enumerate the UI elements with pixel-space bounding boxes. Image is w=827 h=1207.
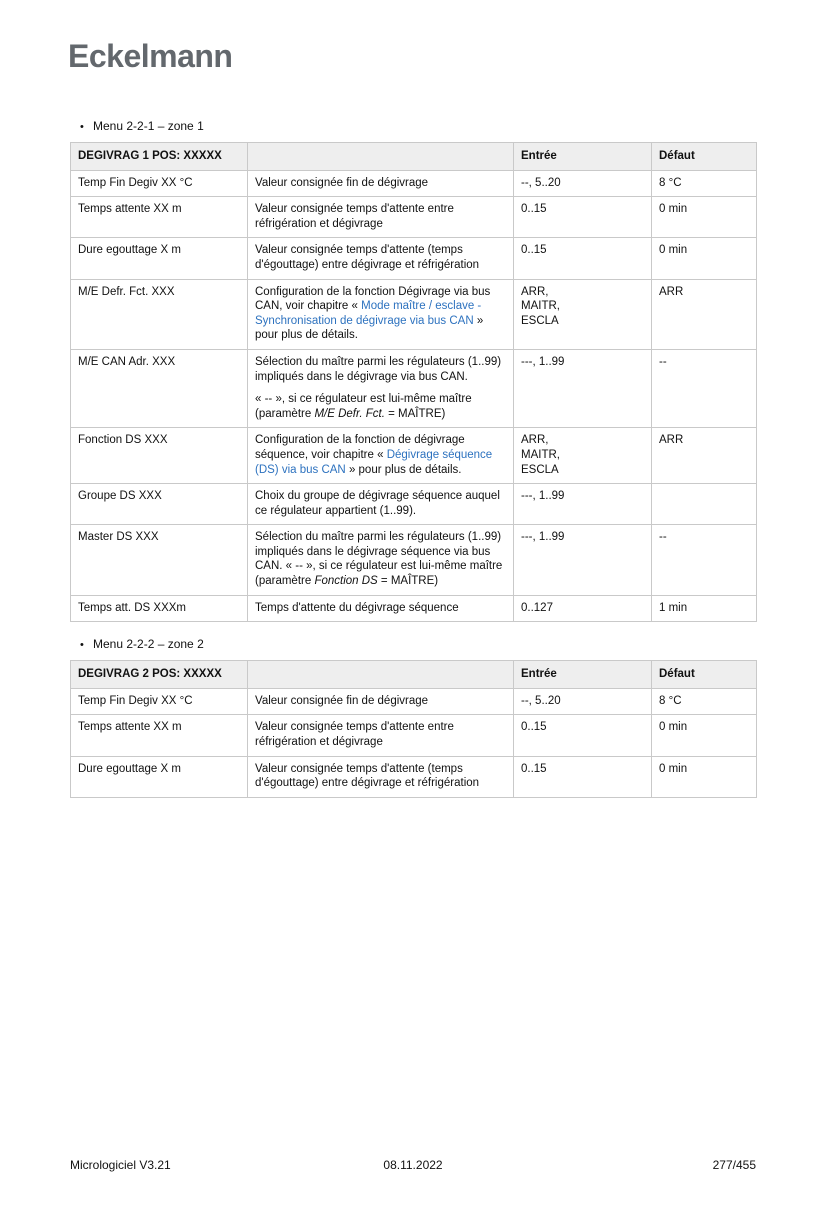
description-text: = MAÎTRE) — [384, 407, 446, 420]
description-cell — [248, 484, 514, 525]
entree-cell: ARR, MAITR, ESCLA — [514, 279, 652, 349]
document-page — [0, 38, 827, 798]
page-footer — [70, 1158, 756, 1172]
defaut-cell: ARR — [652, 279, 757, 349]
entree-cell: 0..127 — [514, 595, 652, 622]
chapter-link[interactable]: Dégivrage séquence (DS) via bus CAN — [255, 448, 493, 476]
param-cell: Fonction DS XXX — [71, 428, 248, 484]
menu-bullet-item — [80, 119, 756, 133]
header-defaut-cell: Défaut — [652, 143, 757, 171]
description-text: » pour plus de détails. — [345, 463, 462, 476]
menu-bullet-label: Menu 2-2-1 – zone 1 — [93, 119, 204, 133]
footer-firmware-version: Micrologiciel V3.21 — [70, 1158, 171, 1172]
parameter-table-zone1 — [70, 142, 757, 622]
param-cell: Master DS XXX — [71, 525, 248, 595]
entree-cell: ARR, MAITR, ESCLA — [514, 428, 652, 484]
table-header-row — [71, 661, 757, 689]
defaut-cell: ARR — [652, 428, 757, 484]
table-row — [71, 484, 757, 525]
description-text: Choix du groupe de dégivrage séquence auquel ce régulateur appartient (1..99). — [255, 490, 500, 517]
param-cell: M/E Defr. Fct. XXX — [71, 279, 248, 349]
description-text: Valeur consignée temps d'attente (temps d'égouttage) entre dégivrage et réfrigération — [255, 762, 480, 790]
entree-cell: --, 5..20 — [514, 688, 652, 715]
param-cell: Temps attente XX m — [71, 197, 248, 238]
entree-cell: 0..15 — [514, 197, 652, 238]
header-entree-cell: Entrée — [514, 143, 652, 171]
header-empty-cell — [248, 661, 514, 689]
entree-cell: ---, 1..99 — [514, 525, 652, 595]
table-row — [71, 170, 757, 197]
table-title-cell: DEGIVRAG 2 POS: XXXXX — [71, 661, 248, 689]
param-cell: M/E CAN Adr. XXX — [71, 349, 248, 427]
table-row — [71, 688, 757, 715]
description-text: Configuration de la fonction de dégivrage séquence, voir chapitre « — [255, 434, 465, 461]
description-text: Sélection du maître parmi les régulateurs (1..99) impliqués dans le dégivrage via bus CAN. — [255, 355, 502, 383]
header-defaut-cell: Défaut — [652, 661, 757, 689]
description-text: Valeur consignée temps d'attente entre réfrigération et dégivrage — [255, 203, 454, 230]
table-row — [71, 428, 757, 484]
parameter-table-zone2 — [70, 660, 757, 798]
param-cell: Dure egouttage X m — [71, 238, 248, 279]
eckelmann-logo: Eckelmann — [68, 38, 233, 74]
defaut-cell: 1 min — [652, 595, 757, 622]
description-text: Configuration de la fonction Dégivrage via bus CAN, voir chapitre « — [255, 285, 491, 313]
entree-cell: 0..15 — [514, 756, 652, 797]
description-cell — [248, 525, 514, 595]
chapter-link[interactable]: Mode maître / esclave - Synchronisation de dégivrage via bus CAN — [255, 300, 482, 327]
table-row — [71, 715, 757, 756]
entree-cell: ---, 1..99 — [514, 484, 652, 525]
bullet-icon: • — [80, 121, 84, 133]
footer-date: 08.11.2022 — [383, 1158, 443, 1172]
defaut-cell: 0 min — [652, 715, 757, 756]
description-cell — [248, 349, 514, 427]
description-text: Sélection du maître parmi les régulateurs (1..99) impliqués dans le dégivrage séquence via bus CAN. « -- », si ce régulateur est lui-même maître (paramètre — [255, 531, 503, 588]
param-cell: Temps att. DS XXXm — [71, 595, 248, 622]
description-text: « -- », si ce régulateur est lui-même maître (paramètre — [255, 393, 472, 420]
description-cell — [248, 197, 514, 238]
table-row — [71, 197, 757, 238]
table-row — [71, 595, 757, 622]
description-text: Valeur consignée temps d'attente (temps d'égouttage) entre dégivrage et réfrigération — [255, 244, 480, 271]
defaut-cell: 8 °C — [652, 170, 757, 197]
param-cell: Groupe DS XXX — [71, 484, 248, 525]
description-cell — [248, 595, 514, 622]
description-cell — [248, 238, 514, 279]
description-text: » pour plus de détails. — [255, 314, 484, 342]
param-cell: Temp Fin Degiv XX °C — [71, 170, 248, 197]
section-menu-2-2-2 — [70, 637, 756, 798]
defaut-cell: 0 min — [652, 197, 757, 238]
param-cell: Temp Fin Degiv XX °C — [71, 688, 248, 715]
header-empty-cell — [248, 143, 514, 171]
table-title-cell: DEGIVRAG 1 POS: XXXXX — [71, 143, 248, 171]
description-text: Temps d'attente du dégivrage séquence — [255, 601, 459, 614]
defaut-cell — [652, 484, 757, 525]
section-menu-2-2-1 — [70, 119, 756, 622]
defaut-cell: 8 °C — [652, 688, 757, 715]
table-row — [71, 238, 757, 279]
param-cell: Dure egouttage X m — [71, 756, 248, 797]
italic-parameter-ref: M/E Defr. Fct. — [314, 407, 385, 420]
defaut-cell: 0 min — [652, 756, 757, 797]
description-cell — [248, 688, 514, 715]
italic-parameter-ref: Fonction DS — [314, 575, 378, 588]
table-row — [71, 349, 757, 427]
table-header-row — [71, 143, 757, 171]
description-cell — [248, 756, 514, 797]
defaut-cell: 0 min — [652, 238, 757, 279]
description-text: Valeur consignée temps d'attente entre réfrigération et dégivrage — [255, 721, 454, 749]
defaut-cell: -- — [652, 349, 757, 427]
menu-bullet-item — [80, 637, 756, 651]
description-cell — [248, 715, 514, 756]
entree-cell: ---, 1..99 — [514, 349, 652, 427]
description-cell — [248, 279, 514, 349]
entree-cell: 0..15 — [514, 238, 652, 279]
description-text: Valeur consignée fin de dégivrage — [255, 694, 429, 707]
description-cell — [248, 170, 514, 197]
table-row — [71, 279, 757, 349]
param-cell: Temps attente XX m — [71, 715, 248, 756]
description-text: Valeur consignée fin de dégivrage — [255, 176, 429, 189]
description-cell — [248, 428, 514, 484]
defaut-cell: -- — [652, 525, 757, 595]
table-row — [71, 756, 757, 797]
header-entree-cell: Entrée — [514, 661, 652, 689]
entree-cell: --, 5..20 — [514, 170, 652, 197]
table-row — [71, 525, 757, 595]
menu-bullet-label: Menu 2-2-2 – zone 2 — [93, 637, 204, 652]
description-text: = MAÎTRE) — [377, 575, 439, 588]
entree-cell: 0..15 — [514, 715, 652, 756]
bullet-icon: • — [80, 639, 84, 652]
footer-page-number: 277/455 — [712, 1158, 757, 1172]
